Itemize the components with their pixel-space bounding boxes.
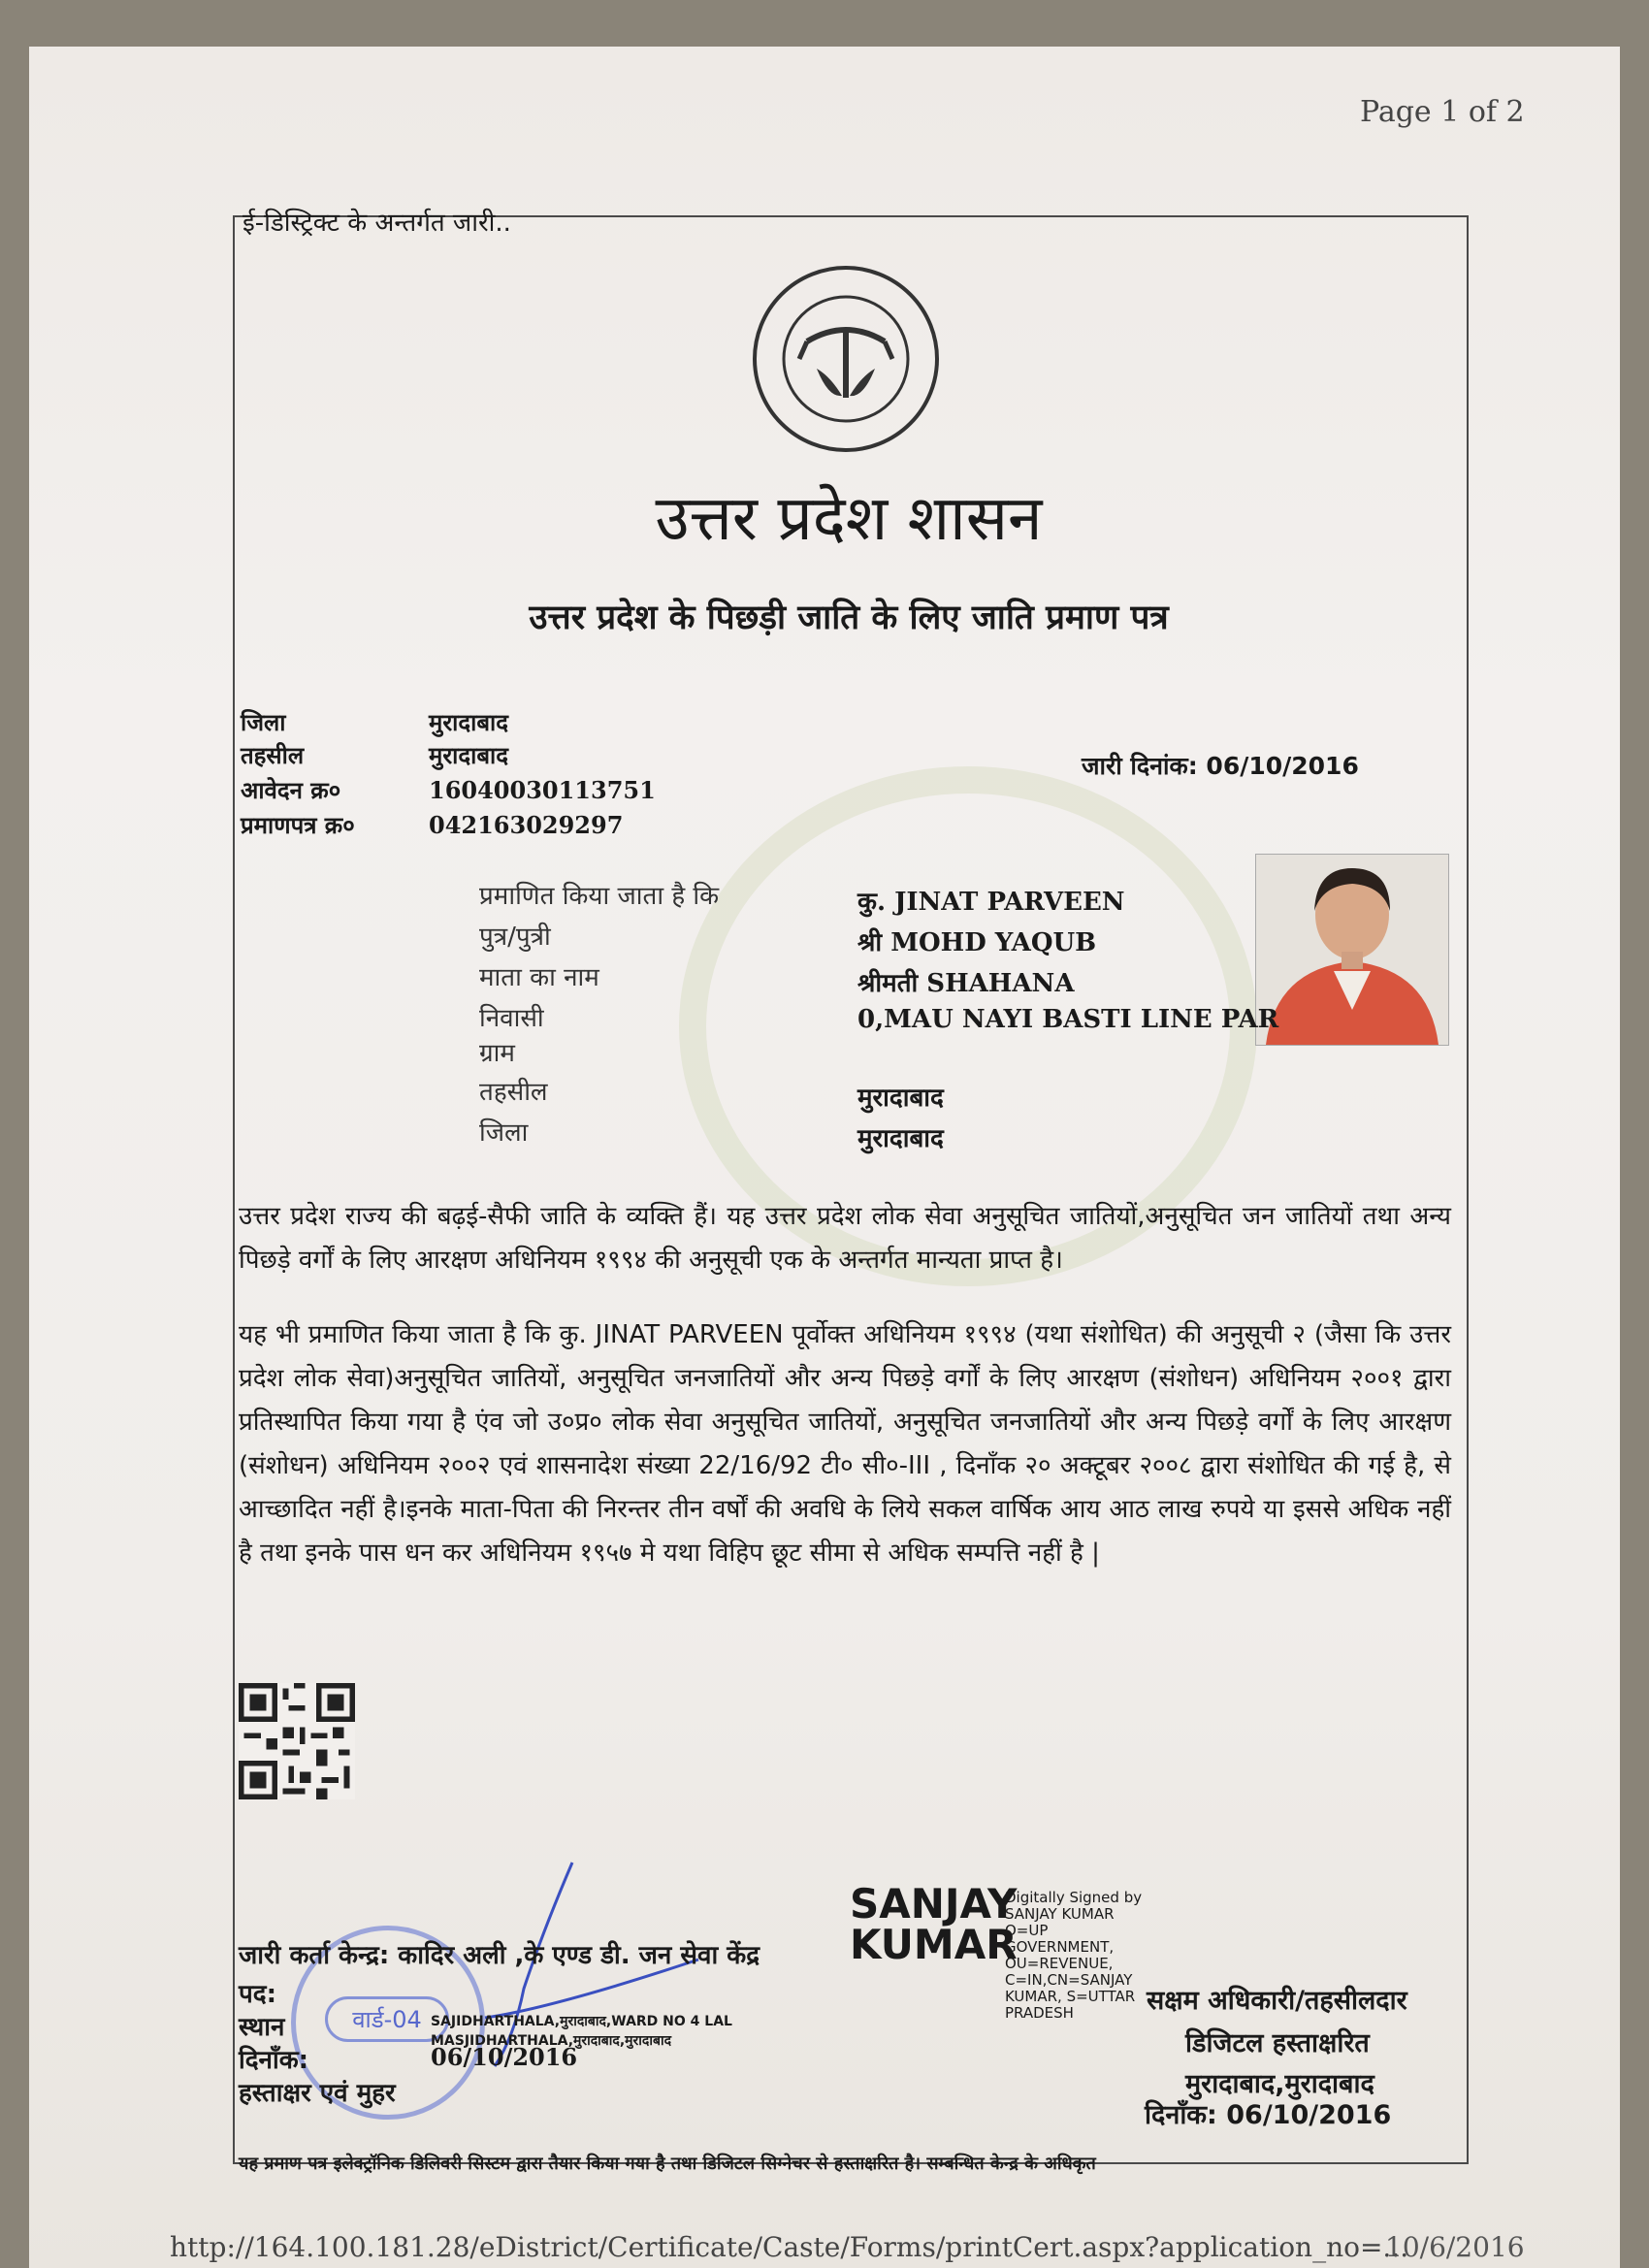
stamp-ward-text: वार्ड-04 [325,1996,449,2042]
applicant-photo [1255,854,1449,1046]
field-value-father: श्री MOHD YAQUB [857,928,1097,957]
digital-signature-details: Digitally Signed by SANJAY KUMAR O=UP GOVERNMENT, OU=REVENUE, C=IN,CN=SANJAY KUMAR, S=UTTAR PRADESH [1005,1889,1143,2022]
meta-label-application-no: आवेदन क्र० [241,777,341,804]
certificate-subtitle: उत्तर प्रदेश के पिछड़ी जाति के लिए जाति प्रमाण पत्र [529,599,1169,637]
digital-signer-name: SANJAY KUMAR [850,1880,1018,1968]
field-value-district: मुरादाबाद [857,1124,944,1153]
authority-place: मुरादाबाद,मुरादाबाद [1185,2069,1374,2099]
authority-digital-signed: डिजिटल हस्ताक्षरित [1185,2028,1370,2058]
field-label-certified: प्रमाणित किया जाता है कि [479,882,720,911]
issued-under-text: ई-डिस्ट्रिक्ट के अन्तर्गत जारी.. [242,209,511,238]
certificate-paragraph-1: उत्तर प्रदेश राज्य की बढ़ई-सैफी जाति के व्यक्ति हैं। यह उत्तर प्रदेश लोक सेवा अनुसूचित जातियों,अनुसूचित जन जातियों तथा अन्य पिछड़े वर्गों के लिए आरक्षण अधिनियम १९९४ की अनुसूची एक के अन्तर्गत मान्यता प्राप्त है। [239,1202,1451,1275]
meta-label-tehsil: तहसील [241,742,305,769]
government-title: उत्तर प्रदेश शासन [655,483,1043,555]
meta-value-district: मुरादाबाद [429,708,509,736]
applicant-portrait-icon [1256,855,1448,1045]
issuer-post-label: पद: [239,1980,276,2009]
authority-date: दिनाँक: 06/10/2016 [1145,2100,1392,2130]
issuer-date-label: दिनाँक: [239,2046,309,2075]
issuer-place-value: SAJIDHARTHALA,मुरादाबाद,WARD NO 4 LAL [431,2014,732,2029]
qr-code-icon [239,1683,355,1799]
print-date: 10/6/2016 [1385,2231,1525,2263]
meta-value-application-no: 16040030113751 [429,776,656,804]
issuer-signature-label: हस्ताक्षर एवं मुहर [239,2079,396,2108]
field-label-resident: निवासी [479,1004,544,1033]
field-label-tehsil: तहसील [479,1078,548,1107]
issuer-place-label: स्थान [239,2013,285,2042]
field-label-son-daughter: पुत्र/पुत्री [479,923,551,952]
field-value-name: कु. JINAT PARVEEN [857,888,1125,917]
meta-label-district: जिला [241,709,286,736]
issuer-place-value-2: MASJIDHARTHALA,मुरादाबाद,मुरादाबाद [431,2033,672,2049]
authority-designation: सक्षम अधिकारी/तहसीलदार [1147,1986,1407,2016]
certificate-paragraph-2: यह भी प्रमाणित किया जाता है कि कु. JINAT PARVEEN पूर्वोक्त अधिनियम १९९४ (यथा संशोधित) की अनुसूची २ (जैसा कि उत्तर प्रदेश लोक सेवा)अनुसूचित जातियों, अनुसूचित जनजातियों और अन्य पिछड़े वर्गों के लिए आरक्षण (संशोधन) अधिनियम २००१ द्वारा प्रतिस्थापित किया गया है एंव जो उ०प्र० लोक सेवा अनुसूचित जातियों, अनुसूचित जनजातियों और अन्य पिछड़े वर्गों के लिए आरक्षण (संशोधन) अधिनियम २००२ एवं शासनादेश संख्या 22/16/92 टी० सी०-III , दिनाँक २० अक्टूबर २००८ द्वारा संशोधित की गई है, से आच्छादित नहीं है।इनके माता-पिता की निरन्तर तीन वर्षों की अवधि के लिये सकल वार्षिक आय आठ लाख रुपये या इससे अधिक नहीं है तथा इनके पास धन कर अधिनियम १९५७ मे यथा विहिप छूट सीमा से अधिक सम्पत्ति नहीं है | [239,1320,1451,1568]
meta-value-certificate-no: 042163029297 [429,811,624,839]
issuer-centre: जारी कर्ता केन्द्र: कादिर अली ,के एण्ड डी. जन सेवा केंद्र [239,1941,760,1970]
meta-label-certificate-no: प्रमाणपत्र क्र० [241,812,355,839]
page-number: Page 1 of 2 [1360,95,1525,129]
up-government-emblem-icon [749,262,943,456]
issue-date: जारी दिनांक: 06/10/2016 [1082,752,1359,780]
field-label-district: जिला [479,1118,529,1148]
field-value-mother: श्रीमती SHAHANA [857,969,1075,998]
field-label-mother: माता का नाम [479,963,599,992]
print-url: http://164.100.181.28/eDistrict/Certificate/Caste/Forms/printCert.aspx?application_no=... [170,2231,1409,2263]
field-label-village: ग्राम [479,1039,515,1068]
meta-value-tehsil: मुरादाबाद [429,741,509,769]
field-value-address: 0,MAU NAYI BASTI LINE PAR [857,1005,1279,1034]
issuer-date-value: 06/10/2016 [431,2043,578,2071]
footer-note: यह प्रमाण पत्र इलेक्ट्रॉनिक डिलिवरी सिस्टम द्वारा तैयार किया गया है तथा डिजिटल सिग्नेचर से हस्ताक्षरित है। सम्बन्धित केन्द्र के अधिकृत [239,2154,1096,2174]
field-value-tehsil: मुरादाबाद [857,1084,944,1113]
